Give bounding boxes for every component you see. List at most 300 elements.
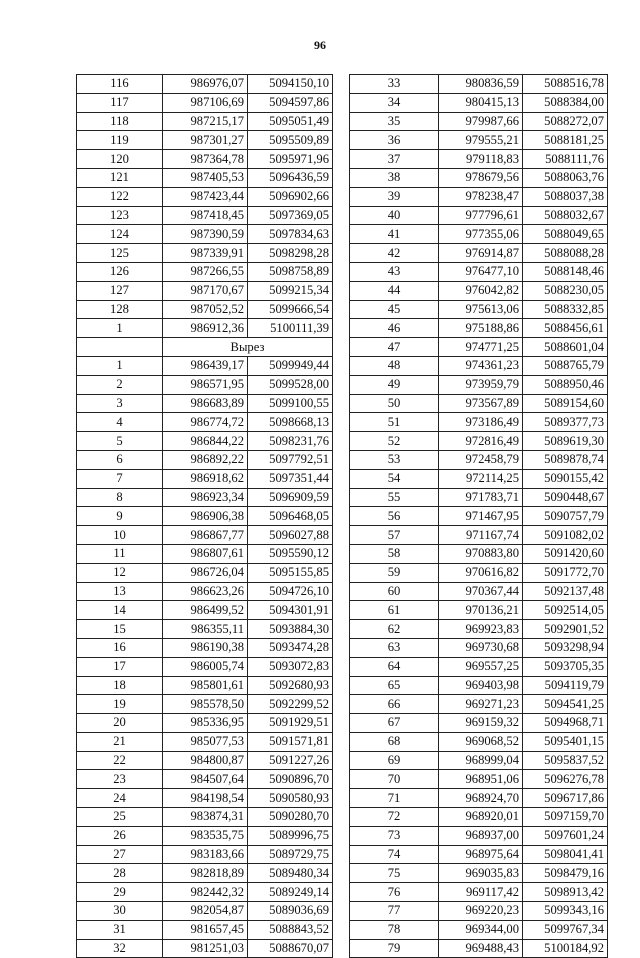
- x-coordinate-cell: 986918,62: [163, 469, 248, 488]
- point-number-cell: 22: [77, 751, 163, 770]
- x-coordinate-cell: 969220,23: [439, 902, 523, 921]
- y-coordinate-cell: 5089480,34: [248, 864, 333, 883]
- point-number-cell: 76: [350, 883, 439, 902]
- x-coordinate-cell: 969068,52: [439, 732, 523, 751]
- table-row: [77, 620, 333, 639]
- x-coordinate-cell: 983535,75: [163, 826, 248, 845]
- y-coordinate-cell: 5096276,78: [523, 770, 608, 789]
- x-coordinate-cell: 975188,86: [439, 319, 523, 338]
- table-row: [350, 450, 608, 469]
- point-number-cell: 45: [350, 300, 439, 319]
- x-coordinate-cell: 982818,89: [163, 864, 248, 883]
- x-coordinate-cell: 978238,47: [439, 187, 523, 206]
- point-number-cell: 37: [350, 150, 439, 169]
- y-coordinate-cell: 5088765,79: [523, 356, 608, 375]
- y-coordinate-cell: 5099100,55: [248, 394, 333, 413]
- point-number-cell: 68: [350, 732, 439, 751]
- x-coordinate-cell: 986005,74: [163, 657, 248, 676]
- x-coordinate-cell: 987106,69: [163, 93, 248, 112]
- x-coordinate-cell: 976042,82: [439, 281, 523, 300]
- point-number-cell: 10: [77, 526, 163, 545]
- y-coordinate-cell: 5095837,52: [523, 751, 608, 770]
- table-row: [350, 676, 608, 695]
- y-coordinate-cell: 5095051,49: [248, 112, 333, 131]
- point-number-cell: 73: [350, 826, 439, 845]
- point-number-cell: 49: [350, 375, 439, 394]
- y-coordinate-cell: 5088049,65: [523, 225, 608, 244]
- y-coordinate-cell: 5090280,70: [248, 808, 333, 827]
- y-coordinate-cell: 5092299,52: [248, 695, 333, 714]
- y-coordinate-cell: 5090757,79: [523, 507, 608, 526]
- point-number-cell: 9: [77, 507, 163, 526]
- table-row: [77, 845, 333, 864]
- table-row: [77, 356, 333, 375]
- y-coordinate-cell: 5088148,46: [523, 262, 608, 281]
- point-number-cell: 74: [350, 845, 439, 864]
- point-number-cell: 1: [77, 319, 163, 338]
- point-number-cell: 65: [350, 676, 439, 695]
- y-coordinate-cell: 5096902,66: [248, 187, 333, 206]
- x-coordinate-cell: 986355,11: [163, 620, 248, 639]
- table-row: [350, 939, 608, 958]
- y-coordinate-cell: 5088456,61: [523, 319, 608, 338]
- y-coordinate-cell: 5096436,59: [248, 168, 333, 187]
- point-number-cell: 38: [350, 168, 439, 187]
- point-number-cell: 61: [350, 601, 439, 620]
- x-coordinate-cell: 981251,03: [163, 939, 248, 958]
- point-number-cell: 126: [77, 262, 163, 281]
- x-coordinate-cell: 986844,22: [163, 432, 248, 451]
- y-coordinate-cell: 5099343,16: [523, 902, 608, 921]
- y-coordinate-cell: 5091082,02: [523, 526, 608, 545]
- x-coordinate-cell: 972114,25: [439, 469, 523, 488]
- x-coordinate-cell: 987423,44: [163, 187, 248, 206]
- y-coordinate-cell: 5093884,30: [248, 620, 333, 639]
- point-number-cell: 75: [350, 864, 439, 883]
- x-coordinate-cell: 987339,91: [163, 244, 248, 263]
- point-number-cell: 72: [350, 808, 439, 827]
- table-row: [77, 75, 333, 94]
- point-number-cell: 30: [77, 902, 163, 921]
- point-number-cell: 4: [77, 413, 163, 432]
- table-row: [77, 751, 333, 770]
- y-coordinate-cell: 5093705,35: [523, 657, 608, 676]
- x-coordinate-cell: 985077,53: [163, 732, 248, 751]
- point-number-cell: 24: [77, 789, 163, 808]
- point-number-cell: 62: [350, 620, 439, 639]
- table-row: [77, 244, 333, 263]
- x-coordinate-cell: 982442,32: [163, 883, 248, 902]
- point-number-cell: 48: [350, 356, 439, 375]
- x-coordinate-cell: 979987,66: [439, 112, 523, 131]
- page-number: 96: [314, 38, 326, 52]
- y-coordinate-cell: 5088516,78: [523, 75, 608, 94]
- table-row: [350, 826, 608, 845]
- y-coordinate-cell: 5088230,05: [523, 281, 608, 300]
- table-row: [77, 432, 333, 451]
- table-row: [350, 751, 608, 770]
- y-coordinate-cell: 5098041,41: [523, 845, 608, 864]
- table-row: [350, 657, 608, 676]
- y-coordinate-cell: 5088032,67: [523, 206, 608, 225]
- y-coordinate-cell: 5096468,05: [248, 507, 333, 526]
- table-row: [350, 187, 608, 206]
- y-coordinate-cell: 5091420,60: [523, 544, 608, 563]
- y-coordinate-cell: 5096909,59: [248, 488, 333, 507]
- x-coordinate-cell: 987418,45: [163, 206, 248, 225]
- y-coordinate-cell: 5091929,51: [248, 714, 333, 733]
- y-coordinate-cell: 5092137,48: [523, 582, 608, 601]
- point-number-cell: 58: [350, 544, 439, 563]
- point-number-cell: 54: [350, 469, 439, 488]
- x-coordinate-cell: 971783,71: [439, 488, 523, 507]
- y-coordinate-cell: 5099528,00: [248, 375, 333, 394]
- table-row: [77, 450, 333, 469]
- point-number-cell: 70: [350, 770, 439, 789]
- table-row: [350, 225, 608, 244]
- table-row: [77, 732, 333, 751]
- point-number-cell: 3: [77, 394, 163, 413]
- y-coordinate-cell: 5093474,28: [248, 638, 333, 657]
- y-coordinate-cell: 5093298,94: [523, 638, 608, 657]
- y-coordinate-cell: 5100184,92: [523, 939, 608, 958]
- point-number-cell: 19: [77, 695, 163, 714]
- table-row: [350, 356, 608, 375]
- point-number-cell: 51: [350, 413, 439, 432]
- table-row: [77, 281, 333, 300]
- point-number-cell: 34: [350, 93, 439, 112]
- point-number-cell: 32: [77, 939, 163, 958]
- y-coordinate-cell: 5089619,30: [523, 432, 608, 451]
- point-number-cell: 25: [77, 808, 163, 827]
- point-number-cell: 52: [350, 432, 439, 451]
- point-number-cell: 8: [77, 488, 163, 507]
- y-coordinate-cell: 5088950,46: [523, 375, 608, 394]
- point-number-cell: 119: [77, 131, 163, 150]
- point-number-cell: 71: [350, 789, 439, 808]
- x-coordinate-cell: 968999,04: [439, 751, 523, 770]
- table-row: [350, 845, 608, 864]
- table-row: [350, 319, 608, 338]
- table-row: [77, 789, 333, 808]
- y-coordinate-cell: 5094150,10: [248, 75, 333, 94]
- y-coordinate-cell: 5088601,04: [523, 338, 608, 357]
- table-row: [77, 150, 333, 169]
- table-row: [77, 187, 333, 206]
- x-coordinate-cell: 972458,79: [439, 450, 523, 469]
- point-number-cell: 20: [77, 714, 163, 733]
- point-number-cell: 124: [77, 225, 163, 244]
- point-number-cell: 35: [350, 112, 439, 131]
- table-row: [77, 375, 333, 394]
- x-coordinate-cell: 975613,06: [439, 300, 523, 319]
- point-number-cell: 123: [77, 206, 163, 225]
- x-coordinate-cell: 968937,00: [439, 826, 523, 845]
- table-row: [350, 300, 608, 319]
- point-number-cell: 50: [350, 394, 439, 413]
- x-coordinate-cell: 980836,59: [439, 75, 523, 94]
- table-row: [350, 920, 608, 939]
- table-row: [77, 826, 333, 845]
- table-row: [350, 112, 608, 131]
- x-coordinate-cell: 987405,53: [163, 168, 248, 187]
- y-coordinate-cell: 5099767,34: [523, 920, 608, 939]
- y-coordinate-cell: 5092901,52: [523, 620, 608, 639]
- point-number-cell: 5: [77, 432, 163, 451]
- table-row: [350, 638, 608, 657]
- y-coordinate-cell: 5095155,85: [248, 563, 333, 582]
- y-coordinate-cell: 5095971,96: [248, 150, 333, 169]
- x-coordinate-cell: 985801,61: [163, 676, 248, 695]
- y-coordinate-cell: 5094541,25: [523, 695, 608, 714]
- table-row: [77, 601, 333, 620]
- y-coordinate-cell: 5100111,39: [248, 319, 333, 338]
- y-coordinate-cell: 5088063,76: [523, 168, 608, 187]
- y-coordinate-cell: 5094968,71: [523, 714, 608, 733]
- point-number-cell: 26: [77, 826, 163, 845]
- table-row: [77, 920, 333, 939]
- y-coordinate-cell: 5098668,13: [248, 413, 333, 432]
- point-number-cell: 55: [350, 488, 439, 507]
- point-number-cell: 77: [350, 902, 439, 921]
- y-coordinate-cell: 5089729,75: [248, 845, 333, 864]
- table-row: [350, 206, 608, 225]
- y-coordinate-cell: 5097351,44: [248, 469, 333, 488]
- x-coordinate-cell: 986867,77: [163, 526, 248, 545]
- y-coordinate-cell: 5098231,76: [248, 432, 333, 451]
- x-coordinate-cell: 969923,83: [439, 620, 523, 639]
- y-coordinate-cell: 5089249,14: [248, 883, 333, 902]
- y-coordinate-cell: 5089996,75: [248, 826, 333, 845]
- table-row: [77, 394, 333, 413]
- point-number-cell: 44: [350, 281, 439, 300]
- table-row: [350, 413, 608, 432]
- x-coordinate-cell: 970616,82: [439, 563, 523, 582]
- table-row: [77, 319, 333, 338]
- y-coordinate-cell: 5089154,60: [523, 394, 608, 413]
- x-coordinate-cell: 984198,54: [163, 789, 248, 808]
- point-number-cell: 128: [77, 300, 163, 319]
- y-coordinate-cell: 5094726,10: [248, 582, 333, 601]
- y-coordinate-cell: 5088037,38: [523, 187, 608, 206]
- x-coordinate-cell: 987215,17: [163, 112, 248, 131]
- x-coordinate-cell: 969344,00: [439, 920, 523, 939]
- point-number-cell: 127: [77, 281, 163, 300]
- point-number-cell: 36: [350, 131, 439, 150]
- x-coordinate-cell: 987390,59: [163, 225, 248, 244]
- point-number-cell: 63: [350, 638, 439, 657]
- y-coordinate-cell: 5099215,34: [248, 281, 333, 300]
- table-row: [77, 413, 333, 432]
- table-row: [77, 488, 333, 507]
- x-coordinate-cell: 986683,89: [163, 394, 248, 413]
- table-row: [77, 864, 333, 883]
- point-number-cell: 2: [77, 375, 163, 394]
- point-number-cell: 66: [350, 695, 439, 714]
- section-heading-cell: Вырез: [163, 338, 333, 357]
- y-coordinate-cell: 5099949,44: [248, 356, 333, 375]
- x-coordinate-cell: 986774,72: [163, 413, 248, 432]
- point-number-cell: 23: [77, 770, 163, 789]
- table-row: [350, 488, 608, 507]
- y-coordinate-cell: 5088181,25: [523, 131, 608, 150]
- table-row: [350, 244, 608, 263]
- y-coordinate-cell: 5088111,76: [523, 150, 608, 169]
- x-coordinate-cell: 969035,83: [439, 864, 523, 883]
- x-coordinate-cell: 979118,83: [439, 150, 523, 169]
- table-row: [77, 262, 333, 281]
- y-coordinate-cell: 5088384,00: [523, 93, 608, 112]
- point-number-cell: 42: [350, 244, 439, 263]
- table-row: [350, 883, 608, 902]
- table-row: [77, 168, 333, 187]
- point-number-cell: 21: [77, 732, 163, 751]
- table-row: [77, 770, 333, 789]
- y-coordinate-cell: 5095401,15: [523, 732, 608, 751]
- point-number-cell: 28: [77, 864, 163, 883]
- table-row: [77, 300, 333, 319]
- x-coordinate-cell: 987301,27: [163, 131, 248, 150]
- point-number-cell: 17: [77, 657, 163, 676]
- table-row: [77, 638, 333, 657]
- table-row: [350, 808, 608, 827]
- table-row: [350, 714, 608, 733]
- x-coordinate-cell: 986906,38: [163, 507, 248, 526]
- x-coordinate-cell: 987266,55: [163, 262, 248, 281]
- x-coordinate-cell: 969730,68: [439, 638, 523, 657]
- point-number-cell: 41: [350, 225, 439, 244]
- table-row: [77, 695, 333, 714]
- table-row: [350, 732, 608, 751]
- x-coordinate-cell: 970136,21: [439, 601, 523, 620]
- y-coordinate-cell: 5091571,81: [248, 732, 333, 751]
- table-row: [350, 620, 608, 639]
- point-number-cell: 60: [350, 582, 439, 601]
- point-number-cell: 13: [77, 582, 163, 601]
- point-number-cell: 46: [350, 319, 439, 338]
- table-row: [77, 507, 333, 526]
- table-row: [350, 507, 608, 526]
- x-coordinate-cell: 969557,25: [439, 657, 523, 676]
- x-coordinate-cell: 971467,95: [439, 507, 523, 526]
- point-number-cell: 40: [350, 206, 439, 225]
- point-number-cell: 16: [77, 638, 163, 657]
- table-row: [77, 93, 333, 112]
- point-number-cell: 57: [350, 526, 439, 545]
- y-coordinate-cell: 5099666,54: [248, 300, 333, 319]
- x-coordinate-cell: 971167,74: [439, 526, 523, 545]
- x-coordinate-cell: 968920,01: [439, 808, 523, 827]
- coordinates-table-right: [349, 74, 608, 958]
- point-number-cell: 118: [77, 112, 163, 131]
- table-row: [350, 544, 608, 563]
- y-coordinate-cell: 5092514,05: [523, 601, 608, 620]
- x-coordinate-cell: 968924,70: [439, 789, 523, 808]
- table-row: [77, 469, 333, 488]
- table-row: [350, 262, 608, 281]
- y-coordinate-cell: 5088670,07: [248, 939, 333, 958]
- table-row: [77, 225, 333, 244]
- y-coordinate-cell: 5088088,28: [523, 244, 608, 263]
- x-coordinate-cell: 973186,49: [439, 413, 523, 432]
- table-row: [77, 544, 333, 563]
- x-coordinate-cell: 973959,79: [439, 375, 523, 394]
- y-coordinate-cell: 5089036,69: [248, 902, 333, 921]
- y-coordinate-cell: 5098298,28: [248, 244, 333, 263]
- y-coordinate-cell: 5095590,12: [248, 544, 333, 563]
- x-coordinate-cell: 972816,49: [439, 432, 523, 451]
- point-number-cell: 69: [350, 751, 439, 770]
- table-row: [350, 469, 608, 488]
- point-number-cell: 120: [77, 150, 163, 169]
- coordinates-table-left: [76, 74, 333, 958]
- table-row: [77, 939, 333, 958]
- x-coordinate-cell: 986190,38: [163, 638, 248, 657]
- y-coordinate-cell: 5090580,93: [248, 789, 333, 808]
- table-row: [77, 808, 333, 827]
- point-number-cell: 78: [350, 920, 439, 939]
- table-row: [350, 902, 608, 921]
- table-row: [350, 432, 608, 451]
- x-coordinate-cell: 986726,04: [163, 563, 248, 582]
- y-coordinate-cell: 5090448,67: [523, 488, 608, 507]
- x-coordinate-cell: 986892,22: [163, 450, 248, 469]
- x-coordinate-cell: 984507,64: [163, 770, 248, 789]
- x-coordinate-cell: 976914,87: [439, 244, 523, 263]
- x-coordinate-cell: 974361,23: [439, 356, 523, 375]
- x-coordinate-cell: 986439,17: [163, 356, 248, 375]
- point-number-cell: 121: [77, 168, 163, 187]
- table-row: [350, 526, 608, 545]
- y-coordinate-cell: 5096717,86: [523, 789, 608, 808]
- x-coordinate-cell: 982054,87: [163, 902, 248, 921]
- y-coordinate-cell: 5092680,93: [248, 676, 333, 695]
- point-number-cell: 67: [350, 714, 439, 733]
- table-row: [77, 902, 333, 921]
- y-coordinate-cell: 5097601,24: [523, 826, 608, 845]
- y-coordinate-cell: 5098479,16: [523, 864, 608, 883]
- point-number-cell: 14: [77, 601, 163, 620]
- y-coordinate-cell: 5088272,07: [523, 112, 608, 131]
- y-coordinate-cell: 5091772,70: [523, 563, 608, 582]
- point-number-cell: 29: [77, 883, 163, 902]
- x-coordinate-cell: 979555,21: [439, 131, 523, 150]
- y-coordinate-cell: 5094301,91: [248, 601, 333, 620]
- y-coordinate-cell: 5097792,51: [248, 450, 333, 469]
- x-coordinate-cell: 977796,61: [439, 206, 523, 225]
- x-coordinate-cell: 986623,26: [163, 582, 248, 601]
- x-coordinate-cell: 969403,98: [439, 676, 523, 695]
- y-coordinate-cell: 5090155,42: [523, 469, 608, 488]
- point-number-cell: 12: [77, 563, 163, 582]
- y-coordinate-cell: 5089377,73: [523, 413, 608, 432]
- x-coordinate-cell: 980415,13: [439, 93, 523, 112]
- table-row: [350, 789, 608, 808]
- x-coordinate-cell: 969271,23: [439, 695, 523, 714]
- point-number-cell: 43: [350, 262, 439, 281]
- y-coordinate-cell: 5097369,05: [248, 206, 333, 225]
- x-coordinate-cell: 981657,45: [163, 920, 248, 939]
- x-coordinate-cell: 985578,50: [163, 695, 248, 714]
- x-coordinate-cell: 973567,89: [439, 394, 523, 413]
- y-coordinate-cell: 5095509,89: [248, 131, 333, 150]
- point-number-cell: 11: [77, 544, 163, 563]
- table-row: [77, 883, 333, 902]
- table-row: [350, 864, 608, 883]
- point-number-cell: 125: [77, 244, 163, 263]
- x-coordinate-cell: 984800,87: [163, 751, 248, 770]
- x-coordinate-cell: 976477,10: [439, 262, 523, 281]
